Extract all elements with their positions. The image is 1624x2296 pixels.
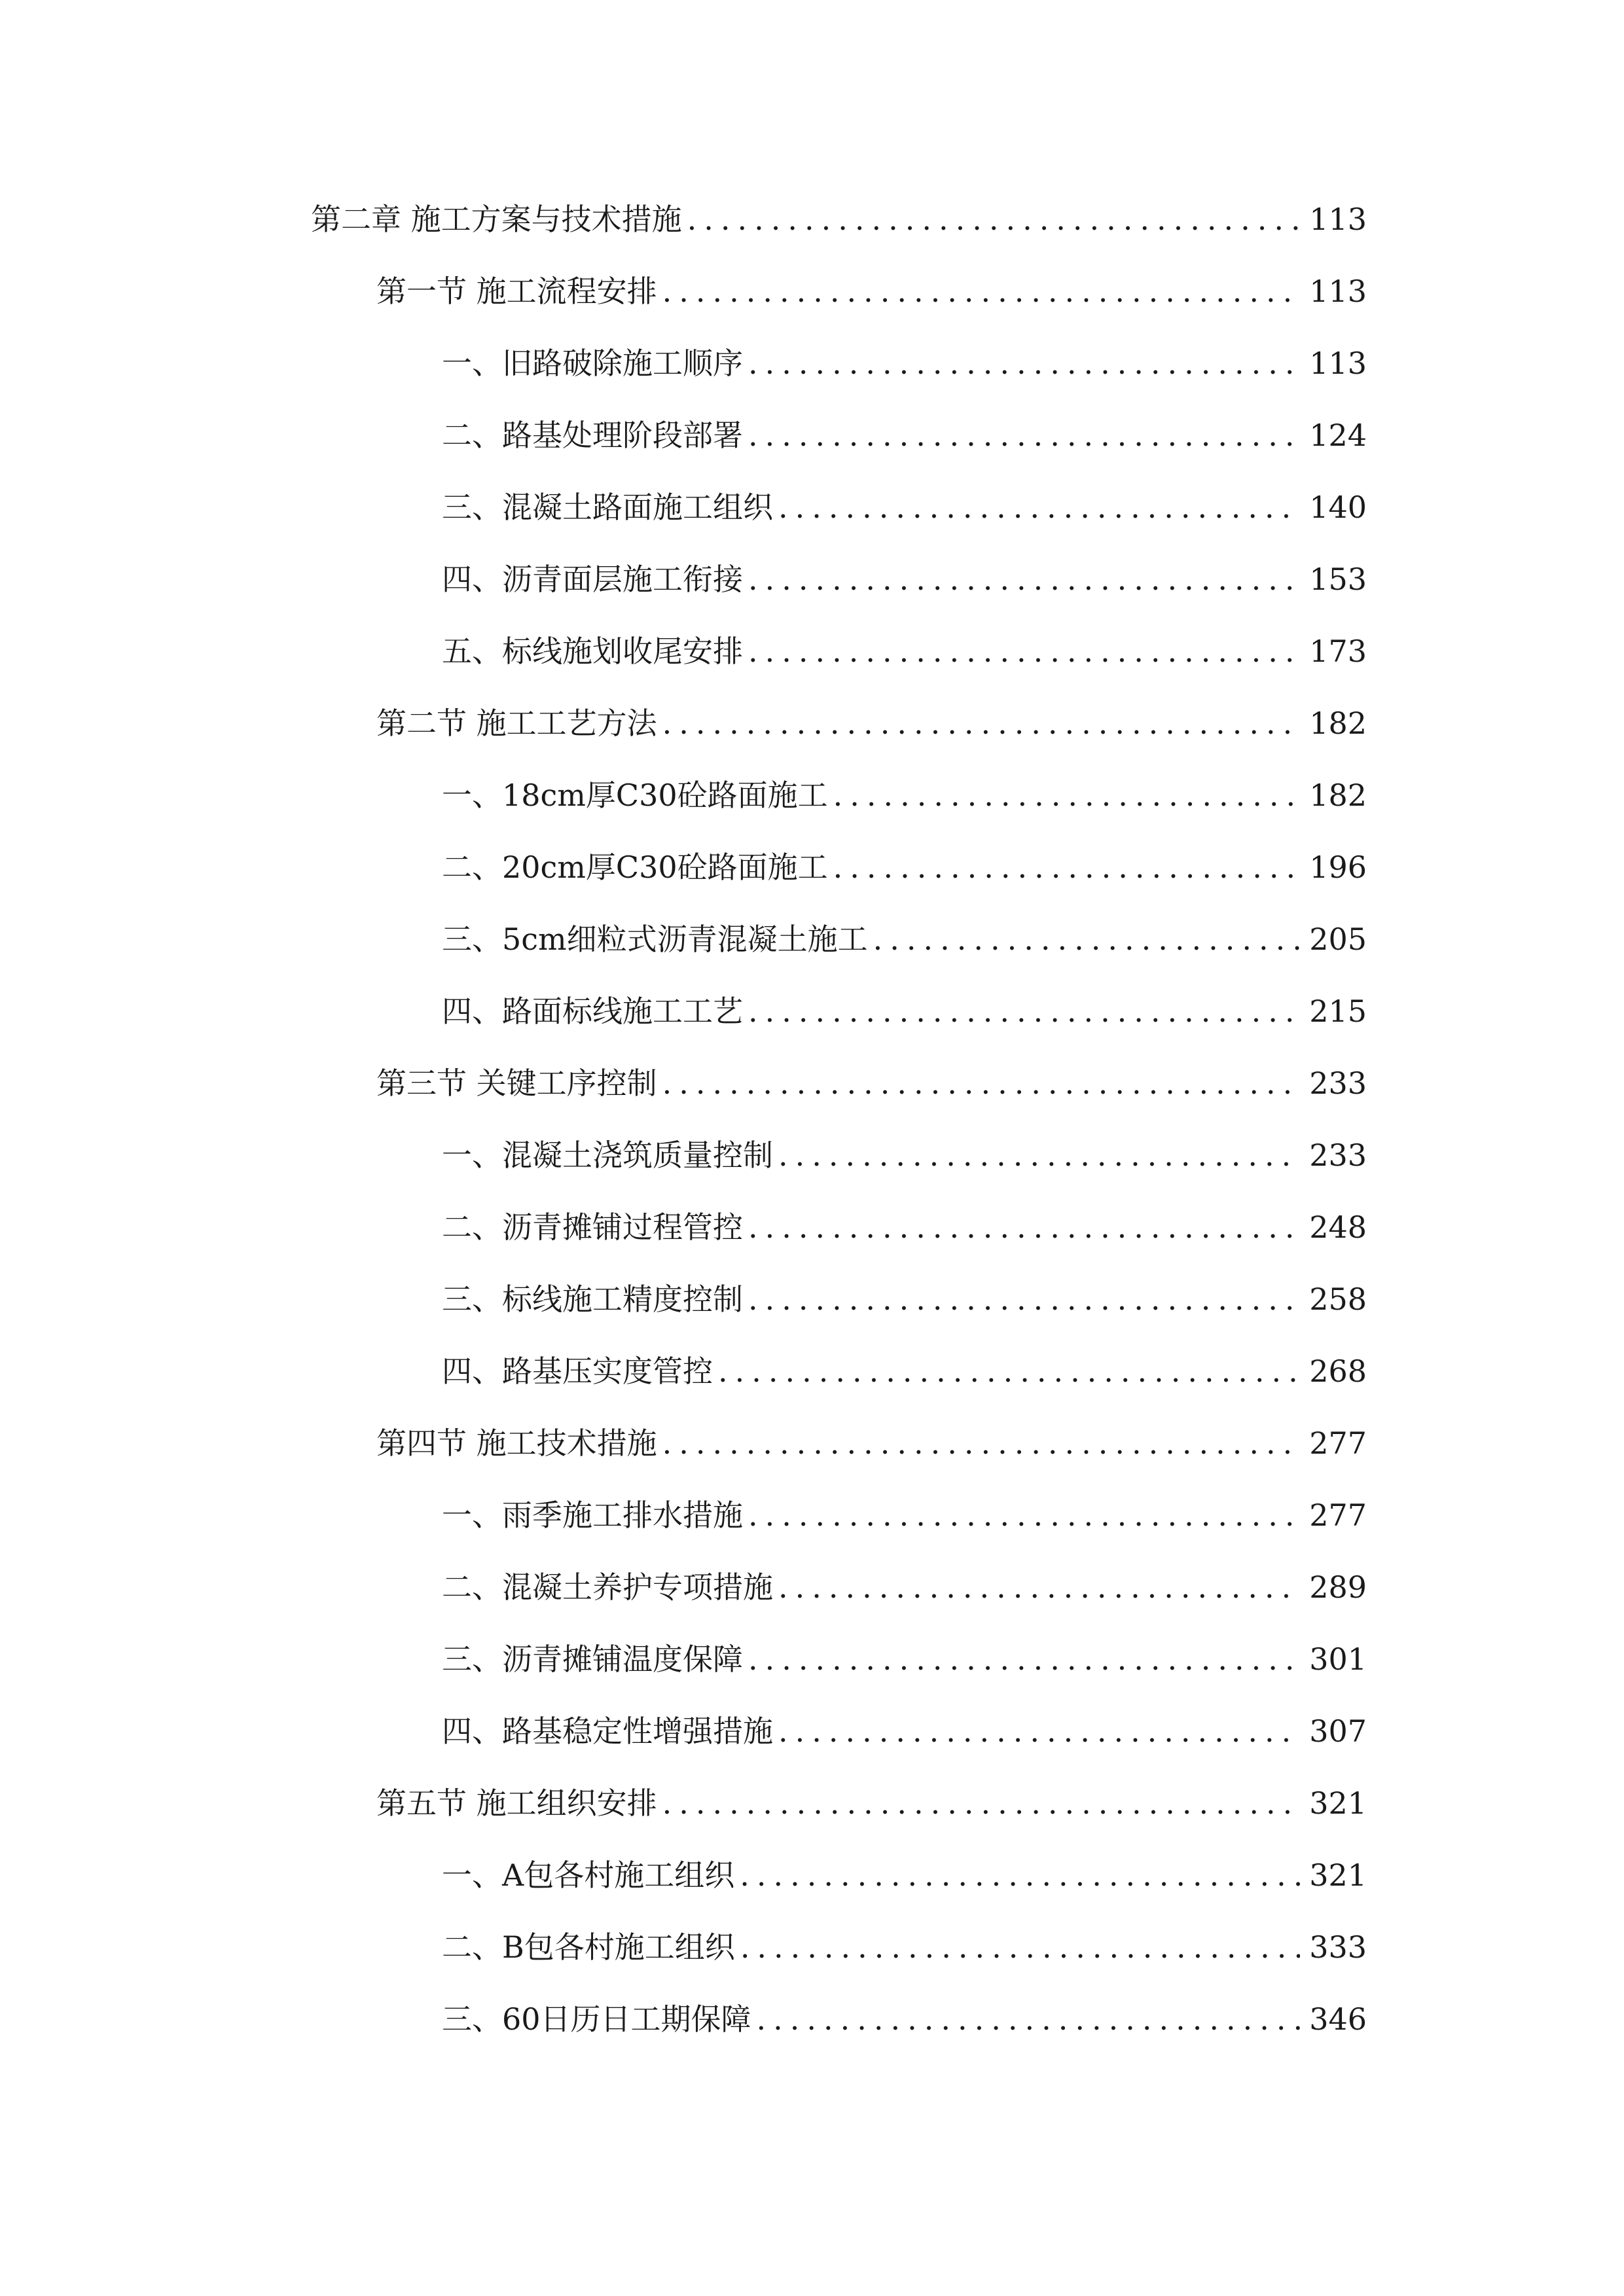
- toc-entry-item[interactable]: [442, 409, 1367, 461]
- toc-title: 20cm厚C30砼路面施工: [502, 850, 828, 885]
- toc-title: 第四节 施工技术措施: [376, 1426, 657, 1461]
- dot-leader: [657, 697, 1301, 749]
- toc-page-number: 140: [1309, 490, 1367, 525]
- toc-entry-item[interactable]: [442, 1345, 1367, 1397]
- dot-leader: [773, 1561, 1300, 1613]
- dot-leader: [773, 1705, 1300, 1757]
- toc-page-number: 205: [1309, 922, 1367, 957]
- toc-entry-item[interactable]: [442, 1633, 1367, 1685]
- toc-page-number: 277: [1309, 1498, 1367, 1533]
- toc-item-number: 二、: [442, 1210, 502, 1245]
- toc-entry-item[interactable]: [442, 913, 1367, 965]
- dot-leader: [657, 265, 1301, 317]
- dot-leader: [743, 625, 1300, 677]
- toc-item-number: 二、: [442, 418, 502, 453]
- toc-entry-item[interactable]: [442, 1705, 1367, 1757]
- toc-title: 路面标线施工工艺: [502, 994, 743, 1029]
- dot-leader: [657, 1777, 1301, 1829]
- toc-page-number: 321: [1309, 1785, 1367, 1821]
- toc-page-number: 113: [1309, 346, 1367, 381]
- toc-title: 混凝土路面施工组织: [502, 490, 773, 525]
- toc-page-number: 182: [1309, 778, 1367, 813]
- toc-item-number: 四、: [442, 1713, 502, 1749]
- toc-entry-item[interactable]: [442, 841, 1367, 893]
- toc-title: 沥青摊铺温度保障: [502, 1641, 743, 1677]
- toc-title: 沥青面层施工衔接: [502, 562, 743, 597]
- toc-title: 路基稳定性增强措施: [502, 1713, 773, 1749]
- toc-title: B包各村施工组织: [502, 1929, 735, 1965]
- dot-leader: [734, 1849, 1300, 1901]
- toc-entry-section[interactable]: [376, 697, 1367, 749]
- toc-title: 路基压实度管控: [502, 1354, 713, 1389]
- toc-item-number: 五、: [442, 634, 502, 669]
- toc-title: 沥青摊铺过程管控: [502, 1210, 743, 1245]
- dot-leader: [828, 769, 1301, 821]
- toc-page-number: 113: [1309, 202, 1367, 237]
- toc-entry-item[interactable]: [442, 1489, 1367, 1541]
- toc-page-number: 124: [1309, 418, 1367, 453]
- toc-page-number: 346: [1309, 2001, 1367, 2037]
- toc-page-number: 196: [1309, 850, 1367, 885]
- toc-page-number: 307: [1309, 1713, 1367, 1749]
- toc-item-number: 二、: [442, 850, 502, 885]
- dot-leader: [751, 1993, 1301, 2045]
- toc-page-number: 321: [1309, 1857, 1367, 1893]
- toc-page-number: 268: [1309, 1354, 1367, 1389]
- toc-page-number: 173: [1309, 634, 1367, 669]
- toc-page-number: 233: [1309, 1138, 1367, 1173]
- dot-leader: [743, 1633, 1300, 1685]
- dot-leader: [743, 409, 1300, 461]
- toc-item-number: 三、: [442, 922, 502, 957]
- toc-item-number: 二、: [442, 1570, 502, 1605]
- toc-page-number: 153: [1309, 562, 1367, 597]
- toc-entry-item[interactable]: [442, 1849, 1367, 1901]
- toc-title: 18cm厚C30砼路面施工: [502, 778, 828, 813]
- toc-title: 第五节 施工组织安排: [376, 1785, 657, 1821]
- dot-leader: [657, 1057, 1301, 1109]
- toc-title: A包各村施工组织: [502, 1857, 735, 1893]
- toc-item-number: 三、: [442, 2001, 502, 2037]
- toc-page-number: 182: [1309, 706, 1367, 741]
- toc-item-number: 一、: [442, 1138, 502, 1173]
- toc-item-number: 二、: [442, 1929, 502, 1965]
- toc-entry-item[interactable]: [442, 625, 1367, 677]
- toc-item-number: 三、: [442, 490, 502, 525]
- dot-leader: [682, 193, 1301, 245]
- toc-item-number: 一、: [442, 1857, 502, 1893]
- dot-leader: [743, 337, 1300, 389]
- toc-item-number: 三、: [442, 1641, 502, 1677]
- toc-entry-item[interactable]: [442, 481, 1367, 533]
- toc-title: 60日历日工期保障: [502, 2001, 751, 2037]
- dot-leader: [657, 1417, 1301, 1469]
- dot-leader: [743, 1273, 1300, 1325]
- toc-title: 第三节 关键工序控制: [376, 1066, 657, 1101]
- toc-title: 标线施工精度控制: [502, 1282, 743, 1317]
- toc-entry-section[interactable]: [376, 1777, 1367, 1829]
- toc-item-number: 四、: [442, 1354, 502, 1389]
- toc-page-number: 289: [1309, 1570, 1367, 1605]
- toc-page-number: 113: [1309, 274, 1367, 309]
- toc-page-number: 248: [1309, 1210, 1367, 1245]
- toc-item-number: 四、: [442, 562, 502, 597]
- toc-entry-item[interactable]: [442, 337, 1367, 389]
- toc-item-number: 一、: [442, 778, 502, 813]
- toc-title: 5cm细粒式沥青混凝土施工: [502, 922, 868, 957]
- toc-entry-chapter[interactable]: [311, 193, 1367, 245]
- toc-item-number: 三、: [442, 1282, 502, 1317]
- dot-leader: [743, 553, 1300, 605]
- toc-title: 旧路破除施工顺序: [502, 346, 743, 381]
- toc-entry-item[interactable]: [442, 985, 1367, 1037]
- toc-entry-section[interactable]: [376, 1057, 1367, 1109]
- toc-entry-item[interactable]: [442, 1201, 1367, 1253]
- toc-item-number: 一、: [442, 1498, 502, 1533]
- toc-entry-item[interactable]: [442, 1993, 1367, 2045]
- toc-entry-section[interactable]: [376, 265, 1367, 317]
- toc-entry-section[interactable]: [376, 1417, 1367, 1469]
- dot-leader: [743, 985, 1300, 1037]
- dot-leader: [773, 1129, 1300, 1181]
- toc-item-number: 四、: [442, 994, 502, 1029]
- dot-leader: [828, 841, 1301, 893]
- toc-page-number: 333: [1309, 1929, 1367, 1965]
- toc-entry-item[interactable]: [442, 1129, 1367, 1181]
- toc-entry-item[interactable]: [442, 1561, 1367, 1613]
- toc-page-number: 277: [1309, 1426, 1367, 1461]
- dot-leader: [735, 1921, 1300, 1973]
- toc-title: 雨季施工排水措施: [502, 1498, 743, 1533]
- toc-title: 第一节 施工流程安排: [376, 274, 657, 309]
- toc-title: 路基处理阶段部署: [502, 418, 743, 453]
- dot-leader: [743, 1489, 1300, 1541]
- toc-title: 第二章 施工方案与技术措施: [311, 202, 682, 237]
- toc-page-number: 258: [1309, 1282, 1367, 1317]
- toc-entry-item[interactable]: [442, 769, 1367, 821]
- toc-entry-item[interactable]: [442, 1921, 1367, 1973]
- dot-leader: [868, 913, 1301, 965]
- toc-title: 标线施划收尾安排: [502, 634, 743, 669]
- toc-page-number: 215: [1309, 994, 1367, 1029]
- toc-page-number: 301: [1309, 1641, 1367, 1677]
- toc-item-number: 一、: [442, 346, 502, 381]
- dot-leader: [773, 481, 1300, 533]
- toc-page-number: 233: [1309, 1066, 1367, 1101]
- toc-title: 混凝土浇筑质量控制: [502, 1138, 773, 1173]
- dot-leader: [713, 1345, 1300, 1397]
- dot-leader: [743, 1201, 1300, 1253]
- toc-entry-item[interactable]: [442, 553, 1367, 605]
- toc-title: 第二节 施工工艺方法: [376, 706, 657, 741]
- toc-title: 混凝土养护专项措施: [502, 1570, 773, 1605]
- toc-entry-item[interactable]: [442, 1273, 1367, 1325]
